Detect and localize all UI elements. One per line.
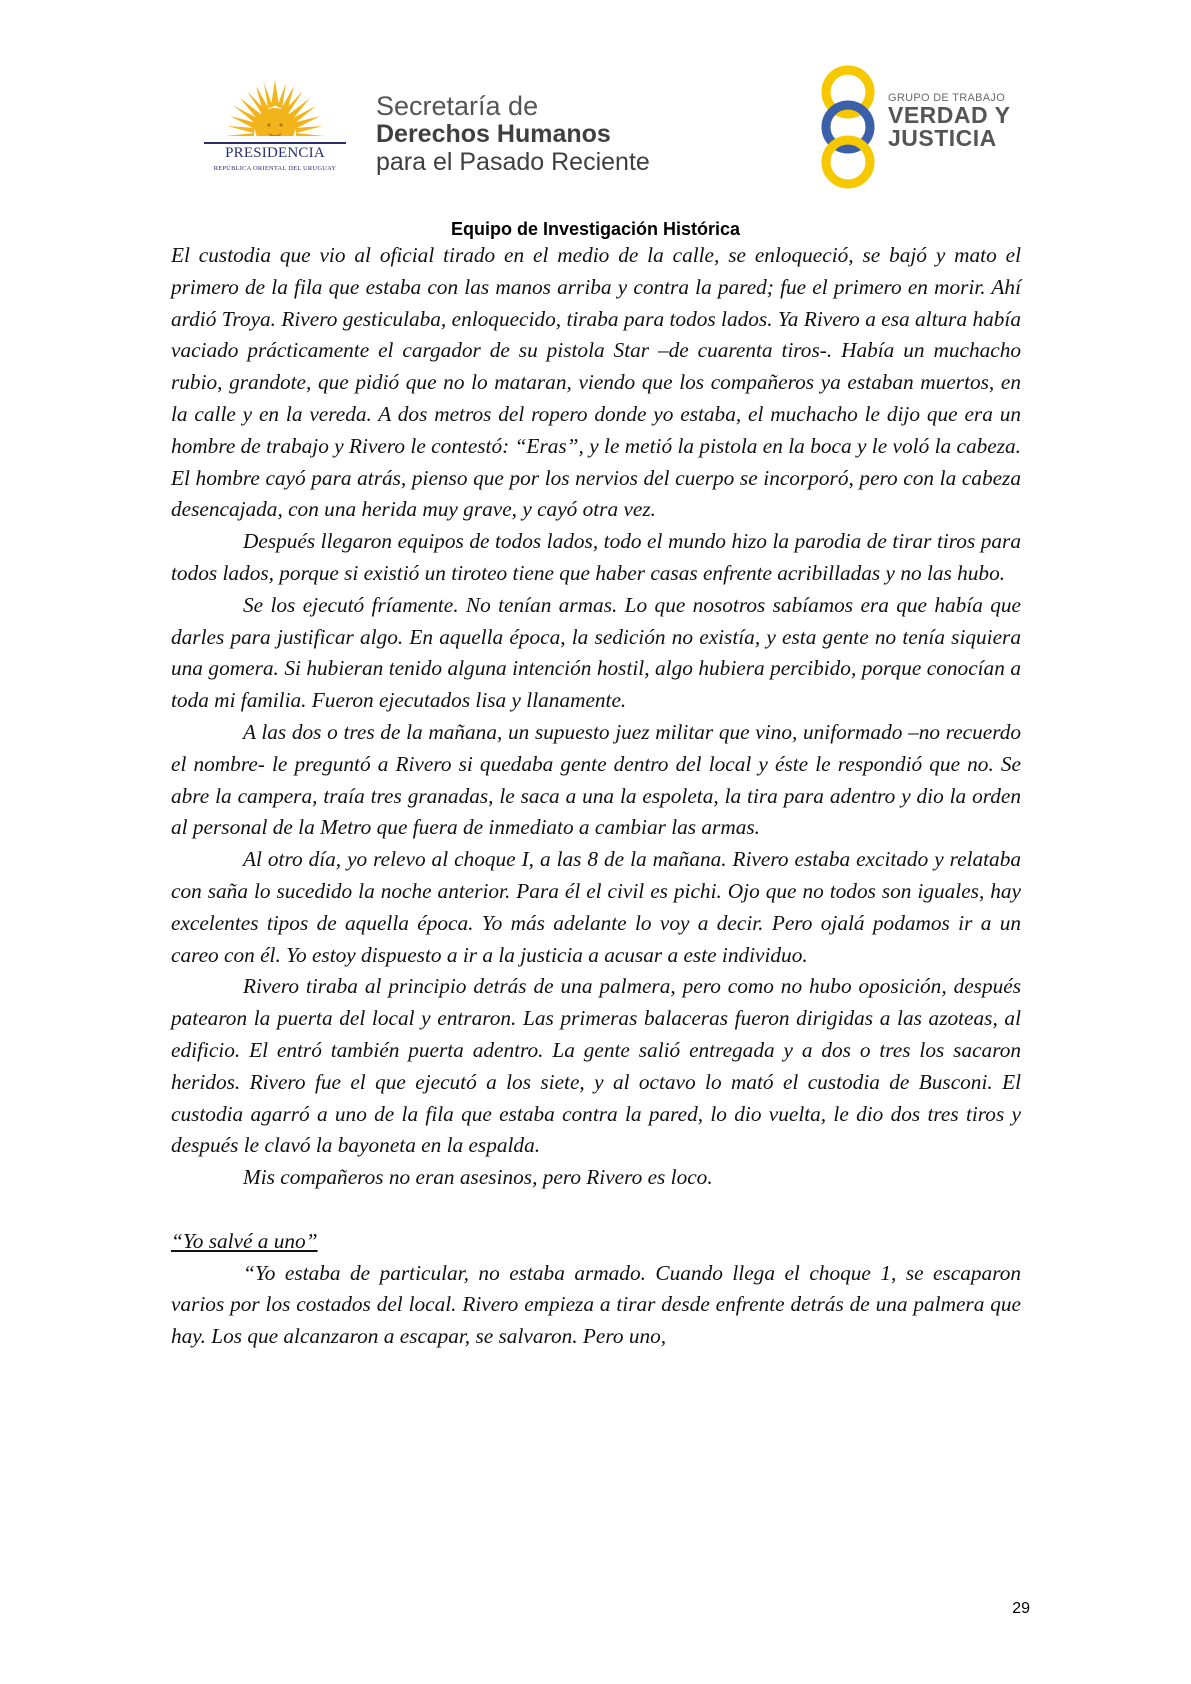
grupo-verdad-justicia-logo <box>812 62 1032 192</box>
grupo-line-3: JUSTICIA <box>888 125 997 151</box>
secretaria-line-1: Secretaría de <box>376 91 539 121</box>
paragraph: “Yo estaba de particular, no estaba armado. Cuando llega el choque 1, se escaparon varios por los costados del local. Rivero empieza a tirar desde enfrente detrás de una palmera que hay. Los que alcanzaron a escapar, se salvaron. Pero uno, <box>171 1260 1021 1349</box>
presidencia-subtitle: REPÚBLICA ORIENTAL DEL URUGUAY <box>213 165 337 172</box>
page-number: 29 <box>1012 1600 1030 1617</box>
paragraph: A las dos o tres de la mañana, un supuesto juez militar que vino, uniformado –no recuerdo el nombre- le preguntó a Rivero si quedaba gente dentro del local y éste le respondió que no. Se abre la campera, traía tres granadas, le saca a una la espoleta, la tira para adentro y dio la orden al personal de la Metro que fuera de inmediato a cambiar las armas. <box>171 719 1021 840</box>
page-header <box>0 0 1191 239</box>
section-heading: “Yo salvé a uno” <box>171 1228 318 1253</box>
presidencia-name: PRESIDENCIA <box>225 145 325 161</box>
presidencia-logo <box>196 78 354 182</box>
grupo-line-2: VERDAD Y <box>888 102 1011 128</box>
grupo-text <box>888 92 1010 150</box>
paragraph: Mis compañeros no eran asesinos, pero Rivero es loco. <box>243 1165 713 1190</box>
paragraph: Después llegaron equipos de todos lados, todo el mundo hizo la parodia de tirar tiros para todos lados, porque si existió un tiroteo tiene que haber casas enfrente acribilladas y no las hubo. <box>171 529 1021 585</box>
paragraph: Se los ejecutó fríamente. No tenían armas. Lo que nosotros sabíamos era que había que darles para justificar algo. En aquella época, la sedición no existía, y esta gente no tenía siquiera una gomera. Si hubieran tenido alguna intención hostil, algo hubiera percibido, porque conocían a toda mi familia. Fueron ejecutados lisa y llanamente. <box>171 592 1021 713</box>
secretaria-line-3: para el Pasado Reciente <box>376 148 650 176</box>
paragraph: El custodia que vio al oficial tirado en el medio de la calle, se enloqueció, se bajó y mato el primero de la fila que estaba con las manos arriba y contra la pared; fue el primero en morir. Ahí ardió Troya. Rivero gesticulaba, enloquecido, tiraba para todos lados. Ya Rivero a esa altura había vaciado prácticamente el cargador de su pistola Star –de cuarenta tiros-. Había un muchacho rubio, grandote, que pidió que no lo mataran, viendo que los compañeros ya estaban muertos, en la calle y en la vereda. A dos metros del ropero donde yo estaba, el muchacho le dijo que era un hombre de trabajo y Rivero le contestó: “Eras”, y le metió la pistola en la boca y le voló la cabeza. El hombre cayó para atrás, pienso que por los nervios del cuerpo se incorporó, pero con la cabeza desencajada, con una herida muy grave, y cayó otra vez. <box>171 243 1021 522</box>
rings-icon <box>812 62 892 192</box>
secretaria-line-2: Derechos Humanos <box>376 120 611 148</box>
paragraph: Al otro día, yo relevo al choque I, a las 8 de la mañana. Rivero estaba excitado y relataba con saña lo sucedido la noche anterior. Para él el civil es pichi. Ojo que no todos son iguales, hay excelentes tipos de aquella época. Yo más adelante lo voy a decir. Pero ojalá podamos ir a un careo con él. Yo estoy dispuesto a ir a la justicia a acusar a este individuo. <box>171 847 1021 967</box>
secretaria-logo-text <box>376 92 650 176</box>
team-title: Equipo de Investigación Histórica <box>450 219 741 239</box>
grupo-line-1: GRUPO DE TRABAJO <box>888 92 1006 104</box>
sun-icon <box>196 78 354 148</box>
document-body <box>171 240 1021 1353</box>
paragraph: Rivero tiraba al principio detrás de una palmera, pero como no hubo oposición, después patearon la puerta del local y entraron. Las primeras balaceras fueron dirigidas a las azoteas, al edificio. El entró también puerta adentro. La gente salió entregada y a dos o tres los sacaron heridos. Rivero fue el que ejecutó a los siete, y al octavo lo mató el custodia de Busconi. El custodia agarró a uno de la fila que estaba contra la pared, lo dio vuelta, le dio dos tres tiros y después le clavó la bayoneta en la espalda. <box>171 974 1021 1158</box>
presidencia-divider <box>204 142 346 144</box>
